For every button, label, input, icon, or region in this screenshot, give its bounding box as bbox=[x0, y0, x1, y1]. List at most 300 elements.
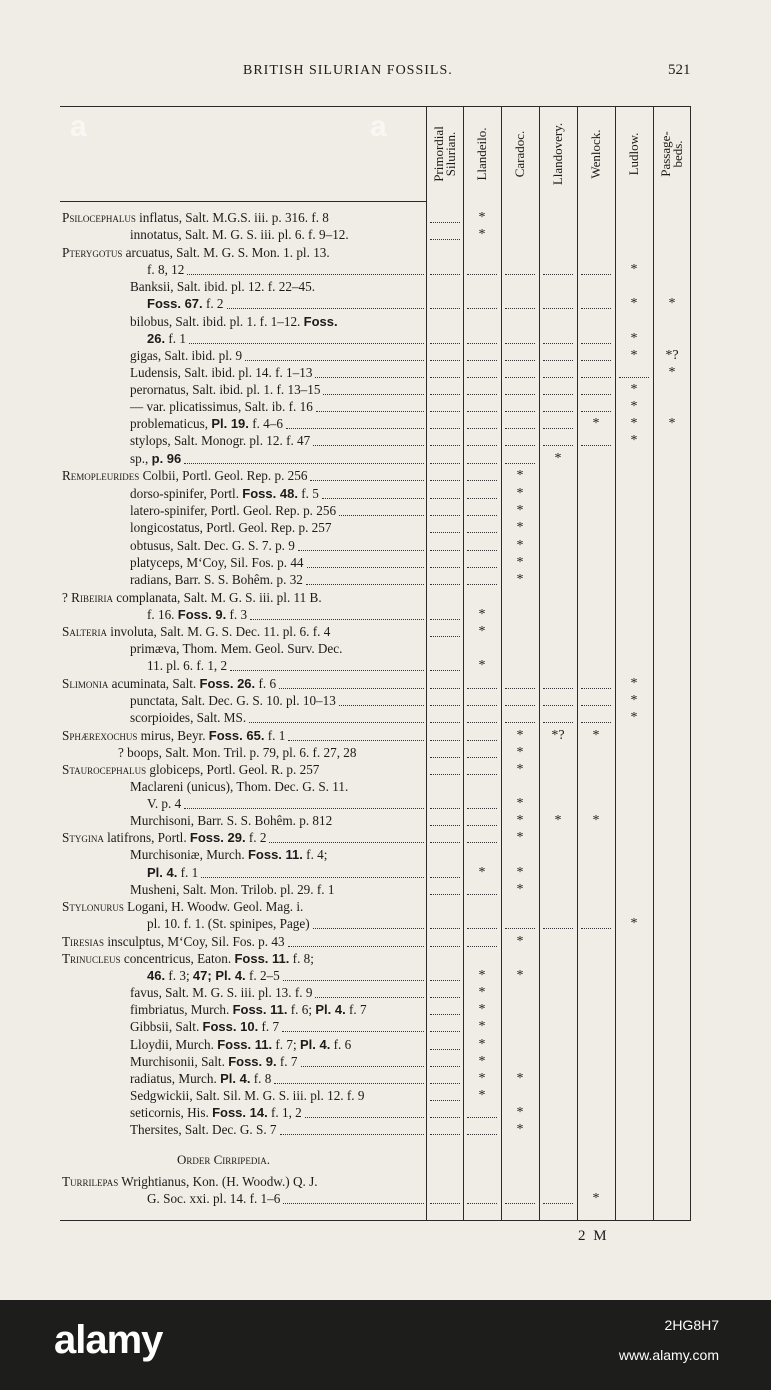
species-entry: primæva, Thom. Mem. Geol. Surv. Dec. bbox=[130, 641, 343, 656]
occurrence-mark: * bbox=[478, 1019, 486, 1034]
dotted-cell bbox=[427, 450, 463, 468]
dot-leader bbox=[430, 394, 460, 395]
running-head-title: BRITISH SILURIAN FOSSILS. bbox=[243, 63, 453, 78]
occurrence-mark: * bbox=[630, 262, 638, 277]
table-row bbox=[60, 554, 690, 572]
dot-leader bbox=[467, 825, 497, 826]
dotted-cell bbox=[427, 485, 463, 503]
table-row bbox=[60, 278, 690, 296]
species-entry: pl. 10. f. 1. (St. spinipes, Page) bbox=[147, 916, 310, 931]
table-row bbox=[60, 1173, 690, 1191]
dotted-cell bbox=[464, 933, 500, 951]
occurrence-cell bbox=[616, 398, 652, 416]
dot-leader bbox=[430, 550, 460, 551]
dotted-cell bbox=[427, 795, 463, 813]
dot-leader bbox=[430, 1083, 460, 1084]
dot-leader bbox=[430, 1066, 460, 1067]
species-entry: fimbriatus, Murch. Foss. 11. f. 6; Pl. 4. f. 7 bbox=[130, 1002, 367, 1017]
dot-leader bbox=[505, 343, 535, 344]
occurrence-cell bbox=[502, 1121, 538, 1139]
dot-leader bbox=[313, 445, 424, 446]
dot-leader bbox=[430, 222, 460, 223]
table-row bbox=[60, 467, 690, 485]
dot-leader bbox=[430, 1031, 460, 1032]
dot-leader bbox=[430, 825, 460, 826]
dotted-cell bbox=[540, 675, 576, 693]
occurrence-mark: * bbox=[516, 520, 524, 535]
table-row bbox=[60, 571, 690, 589]
dot-leader bbox=[430, 1117, 460, 1118]
dot-leader bbox=[543, 705, 573, 706]
dotted-cell bbox=[427, 967, 463, 985]
occurrence-cell bbox=[502, 537, 538, 555]
dot-leader bbox=[467, 394, 497, 395]
column-header bbox=[427, 108, 463, 200]
table-row bbox=[60, 640, 690, 658]
dotted-cell bbox=[427, 1001, 463, 1019]
dot-leader bbox=[430, 445, 460, 446]
table-row bbox=[60, 226, 690, 244]
table-row bbox=[60, 967, 690, 985]
species-entry: ? boops, Salt. Mon. Tril. p. 79, pl. 6. f. 27, 28 bbox=[118, 745, 357, 760]
dot-leader bbox=[430, 894, 460, 895]
dotted-cell bbox=[464, 1190, 500, 1208]
occurrence-mark: * bbox=[516, 503, 524, 518]
column-header-label: Caradoc. bbox=[512, 130, 527, 178]
dot-leader bbox=[467, 428, 497, 429]
table-row bbox=[60, 432, 690, 450]
occurrence-cell bbox=[502, 761, 538, 779]
dot-leader bbox=[430, 274, 460, 275]
dot-leader bbox=[581, 928, 611, 929]
column-header-label: Passage- beds. bbox=[658, 131, 685, 177]
occurrence-cell bbox=[502, 1070, 538, 1088]
dot-leader bbox=[298, 550, 424, 551]
occurrence-cell bbox=[464, 984, 500, 1002]
species-entry: V. p. 4 bbox=[147, 796, 182, 811]
table-row bbox=[60, 898, 690, 916]
dotted-cell bbox=[540, 261, 576, 279]
dot-leader bbox=[315, 997, 424, 998]
dot-leader bbox=[430, 774, 460, 775]
dotted-cell bbox=[464, 1104, 500, 1122]
table-row bbox=[60, 657, 690, 675]
occurrence-cell bbox=[502, 519, 538, 537]
dot-leader bbox=[280, 1134, 424, 1135]
dotted-cell bbox=[578, 432, 614, 450]
dotted-cell bbox=[464, 829, 500, 847]
occurrence-cell bbox=[502, 744, 538, 762]
dot-leader bbox=[269, 842, 424, 843]
table-row bbox=[60, 1070, 690, 1088]
occurrence-mark: * bbox=[516, 968, 524, 983]
dot-leader bbox=[430, 360, 460, 361]
dot-leader bbox=[430, 1014, 460, 1015]
occurrence-mark: * bbox=[630, 693, 638, 708]
column-header bbox=[464, 108, 500, 200]
dot-leader bbox=[505, 463, 535, 464]
occurrence-cell bbox=[502, 864, 538, 882]
dotted-cell bbox=[502, 381, 538, 399]
dotted-cell bbox=[427, 1104, 463, 1122]
table-row bbox=[60, 1053, 690, 1071]
occurrence-mark: * bbox=[516, 486, 524, 501]
occurrence-cell bbox=[502, 829, 538, 847]
dotted-cell bbox=[427, 761, 463, 779]
species-entry: radians, Barr. S. S. Bohêm. p. 32 bbox=[130, 572, 303, 587]
species-entry: 11. pl. 6. f. 1, 2 bbox=[147, 658, 228, 673]
dot-leader bbox=[505, 688, 535, 689]
dot-leader bbox=[288, 946, 424, 947]
dotted-cell bbox=[502, 415, 538, 433]
occurrence-cell bbox=[464, 864, 500, 882]
dotted-cell bbox=[427, 915, 463, 933]
dotted-cell bbox=[540, 692, 576, 710]
dotted-cell bbox=[464, 415, 500, 433]
occurrence-cell bbox=[464, 226, 500, 244]
dotted-cell bbox=[578, 347, 614, 365]
occurrence-mark: *? bbox=[551, 728, 565, 743]
dot-leader bbox=[430, 722, 460, 723]
dot-leader bbox=[467, 360, 497, 361]
dotted-cell bbox=[502, 364, 538, 382]
occurrence-mark: * bbox=[516, 1071, 524, 1086]
occurrence-mark: * bbox=[478, 985, 486, 1000]
occurrence-cell bbox=[502, 571, 538, 589]
dotted-cell bbox=[464, 571, 500, 589]
column-header-label: Ludlow. bbox=[626, 132, 641, 176]
dot-leader bbox=[430, 308, 460, 309]
dot-leader bbox=[505, 308, 535, 309]
dot-leader bbox=[581, 445, 611, 446]
dotted-cell bbox=[427, 709, 463, 727]
dot-leader bbox=[430, 1100, 460, 1101]
dotted-cell bbox=[578, 915, 614, 933]
dot-leader bbox=[505, 445, 535, 446]
dotted-cell bbox=[427, 330, 463, 348]
occurrence-mark: * bbox=[478, 1071, 486, 1086]
dot-leader bbox=[581, 377, 611, 378]
dotted-cell bbox=[540, 709, 576, 727]
occurrence-mark: * bbox=[592, 416, 600, 431]
species-entry: Banksii, Salt. ibid. pl. 12. f. 22–45. bbox=[130, 279, 315, 294]
dot-leader bbox=[505, 705, 535, 706]
dot-leader bbox=[430, 584, 460, 585]
species-entry: platyceps, M‘Coy, Sil. Fos. p. 44 bbox=[130, 555, 304, 570]
dotted-cell bbox=[540, 295, 576, 313]
dot-leader bbox=[430, 1049, 460, 1050]
table-row bbox=[60, 450, 690, 468]
dot-leader bbox=[505, 394, 535, 395]
occurrence-cell bbox=[502, 727, 538, 745]
occurrence-cell bbox=[502, 967, 538, 985]
dot-leader bbox=[543, 445, 573, 446]
dot-leader bbox=[250, 619, 424, 620]
occurrence-cell bbox=[578, 1190, 614, 1208]
species-entry: radiatus, Murch. Pl. 4. f. 8 bbox=[130, 1071, 272, 1086]
dotted-cell bbox=[427, 657, 463, 675]
dot-leader bbox=[467, 463, 497, 464]
dot-leader bbox=[430, 498, 460, 499]
dot-leader bbox=[581, 274, 611, 275]
occurrence-mark: * bbox=[516, 882, 524, 897]
species-entry: Murchisoniæ, Murch. Foss. 11. f. 4; bbox=[130, 847, 328, 862]
dot-leader bbox=[430, 705, 460, 706]
dotted-cell bbox=[427, 467, 463, 485]
occurrence-cell bbox=[502, 554, 538, 572]
dotted-cell bbox=[464, 537, 500, 555]
species-entry: dorso-spinifer, Portl. Foss. 48. f. 5 bbox=[130, 486, 319, 501]
table-row bbox=[60, 950, 690, 968]
dotted-cell bbox=[427, 398, 463, 416]
dot-leader bbox=[467, 705, 497, 706]
dotted-cell bbox=[427, 864, 463, 882]
dotted-cell bbox=[540, 330, 576, 348]
dot-leader bbox=[430, 877, 460, 878]
table-row bbox=[60, 244, 690, 262]
table-row bbox=[60, 519, 690, 537]
dotted-cell bbox=[464, 881, 500, 899]
column-header bbox=[616, 108, 652, 200]
occurrence-cell bbox=[616, 915, 652, 933]
species-entry: problematicus, Pl. 19. f. 4–6 bbox=[130, 416, 283, 431]
species-entry: Lloydii, Murch. Foss. 11. f. 7; Pl. 4. f. 6 bbox=[130, 1037, 352, 1052]
species-entry: Salteria involuta, Salt. M. G. S. Dec. 11. pl. 6. f. 4 bbox=[62, 624, 331, 639]
species-entry: Pterygotus arcuatus, Salt. M. G. S. Mon. 1. pl. 13. bbox=[62, 245, 330, 260]
dot-leader bbox=[313, 928, 424, 929]
table-row bbox=[60, 381, 690, 399]
table-row bbox=[60, 313, 690, 331]
species-entry: Musheni, Salt. Mon. Trilob. pl. 29. f. 1 bbox=[130, 882, 335, 897]
occurrence-mark: * bbox=[592, 813, 600, 828]
dotted-cell bbox=[464, 744, 500, 762]
dotted-cell bbox=[464, 261, 500, 279]
dotted-cell bbox=[578, 709, 614, 727]
dot-leader bbox=[274, 1083, 424, 1084]
species-entry: favus, Salt. M. G. S. iii. pl. 13. f. 9 bbox=[130, 985, 313, 1000]
dotted-cell bbox=[427, 209, 463, 227]
dot-leader bbox=[201, 877, 424, 878]
dot-leader bbox=[245, 360, 424, 361]
species-entry: stylops, Salt. Monogr. pl. 12. f. 47 bbox=[130, 433, 311, 448]
occurrence-mark: * bbox=[516, 796, 524, 811]
dotted-cell bbox=[427, 606, 463, 624]
occurrence-mark: * bbox=[516, 572, 524, 587]
dotted-cell bbox=[616, 364, 652, 382]
table-row bbox=[60, 485, 690, 503]
species-entry: Ludensis, Salt. ibid. pl. 14. f. 1–13 bbox=[130, 365, 313, 380]
dot-leader bbox=[430, 980, 460, 981]
table-row bbox=[60, 1121, 690, 1139]
table-row bbox=[60, 881, 690, 899]
dotted-cell bbox=[540, 415, 576, 433]
dotted-cell bbox=[427, 519, 463, 537]
dot-leader bbox=[505, 928, 535, 929]
table-row bbox=[60, 364, 690, 382]
dot-leader bbox=[543, 1203, 573, 1204]
dotted-cell bbox=[464, 364, 500, 382]
occurrence-cell bbox=[616, 295, 652, 313]
dot-leader bbox=[430, 463, 460, 464]
occurrence-cell bbox=[540, 812, 576, 830]
dotted-cell bbox=[427, 1053, 463, 1071]
species-entry: latero-spinifer, Portl. Geol. Rep. p. 256 bbox=[130, 503, 337, 518]
dot-leader bbox=[187, 274, 424, 275]
dot-leader bbox=[322, 498, 424, 499]
dot-leader bbox=[505, 274, 535, 275]
dot-leader bbox=[316, 411, 424, 412]
dot-leader bbox=[339, 705, 424, 706]
dotted-cell bbox=[578, 381, 614, 399]
dot-leader bbox=[430, 1203, 460, 1204]
species-entry: Stylonurus Logani, H. Woodw. Geol. Mag. i. bbox=[62, 899, 304, 914]
dot-leader bbox=[467, 842, 497, 843]
dot-leader bbox=[430, 808, 460, 809]
occurrence-mark: * bbox=[668, 296, 676, 311]
species-entry: longicostatus, Portl. Geol. Rep. p. 257 bbox=[130, 520, 332, 535]
occurrence-mark: * bbox=[478, 1002, 486, 1017]
dot-leader bbox=[581, 722, 611, 723]
occurrence-mark: * bbox=[516, 865, 524, 880]
dot-leader bbox=[430, 928, 460, 929]
dotted-cell bbox=[427, 1087, 463, 1105]
watermark-glyph: a bbox=[370, 110, 387, 143]
table-row bbox=[60, 778, 690, 796]
dot-leader bbox=[184, 463, 424, 464]
table-row bbox=[60, 398, 690, 416]
dot-leader bbox=[543, 274, 573, 275]
table-row bbox=[60, 261, 690, 279]
dotted-cell bbox=[502, 915, 538, 933]
dotted-cell bbox=[427, 1070, 463, 1088]
occurrence-mark: * bbox=[630, 348, 638, 363]
occurrence-mark: * bbox=[516, 934, 524, 949]
dot-leader bbox=[323, 394, 424, 395]
table-row bbox=[60, 209, 690, 227]
species-entry: Staurocephalus globiceps, Portl. Geol. R. p. 257 bbox=[62, 762, 320, 777]
dot-leader bbox=[307, 567, 424, 568]
species-entry: gigas, Salt. ibid. pl. 9 bbox=[130, 348, 243, 363]
table-row bbox=[60, 709, 690, 727]
dotted-cell bbox=[427, 692, 463, 710]
dot-leader bbox=[581, 308, 611, 309]
dot-leader bbox=[467, 946, 497, 947]
dotted-cell bbox=[464, 709, 500, 727]
footer-url: www.alamy.com bbox=[618, 1347, 719, 1363]
dot-leader bbox=[543, 928, 573, 929]
dotted-cell bbox=[502, 330, 538, 348]
dotted-cell bbox=[427, 502, 463, 520]
occurrence-mark: * bbox=[516, 745, 524, 760]
table-row bbox=[60, 812, 690, 830]
dot-leader bbox=[339, 515, 424, 516]
occurrence-mark: * bbox=[668, 365, 676, 380]
dot-leader bbox=[189, 343, 424, 344]
occurrence-cell bbox=[616, 381, 652, 399]
dotted-cell bbox=[502, 709, 538, 727]
dot-leader bbox=[301, 1066, 425, 1067]
occurrence-mark: * bbox=[516, 728, 524, 743]
species-entry: perornatus, Salt. ibid. pl. 1. f. 13–15 bbox=[130, 382, 321, 397]
occurrence-cell bbox=[502, 502, 538, 520]
table-row bbox=[60, 864, 690, 882]
dotted-cell bbox=[464, 347, 500, 365]
table-row bbox=[60, 933, 690, 951]
dot-leader bbox=[467, 343, 497, 344]
watermark-glyph: a bbox=[70, 110, 87, 143]
dot-leader bbox=[543, 343, 573, 344]
dotted-cell bbox=[464, 330, 500, 348]
occurrence-cell bbox=[616, 675, 652, 693]
dotted-cell bbox=[427, 415, 463, 433]
occurrence-mark: * bbox=[478, 624, 486, 639]
dotted-cell bbox=[427, 881, 463, 899]
dotted-cell bbox=[502, 1190, 538, 1208]
column-header-label: Llandeilo. bbox=[474, 127, 489, 181]
species-entry: innotatus, Salt. M. G. S. iii. pl. 6. f. 9–12. bbox=[130, 227, 349, 242]
dotted-cell bbox=[427, 727, 463, 745]
signature-mark: 2 M bbox=[578, 1228, 609, 1244]
species-entry: Gibbsii, Salt. Foss. 10. f. 7 bbox=[130, 1019, 280, 1034]
dotted-cell bbox=[540, 347, 576, 365]
dotted-cell bbox=[427, 554, 463, 572]
dot-leader bbox=[467, 1203, 497, 1204]
table-row bbox=[60, 727, 690, 745]
dot-leader bbox=[467, 688, 497, 689]
table-row bbox=[60, 1036, 690, 1054]
species-entry: Turrilepas Wrightianus, Kon. (H. Woodw.) Q. J. bbox=[62, 1174, 318, 1189]
species-entry: punctata, Salt. Dec. G. S. 10. pl. 10–13 bbox=[130, 693, 336, 708]
occurrence-cell bbox=[502, 795, 538, 813]
occurrence-cell bbox=[464, 1001, 500, 1019]
table-row bbox=[60, 623, 690, 641]
dotted-cell bbox=[578, 295, 614, 313]
dot-leader bbox=[430, 757, 460, 758]
dot-leader bbox=[467, 532, 497, 533]
dot-leader bbox=[430, 670, 460, 671]
species-entry: Foss. 67. f. 2 bbox=[147, 296, 224, 311]
dot-leader bbox=[430, 377, 460, 378]
image-code: 2HG8H7 bbox=[664, 1317, 719, 1333]
dotted-cell bbox=[464, 502, 500, 520]
dot-leader bbox=[430, 515, 460, 516]
dot-leader bbox=[467, 774, 497, 775]
occurrence-mark: * bbox=[630, 676, 638, 691]
table-row bbox=[60, 1001, 690, 1019]
dotted-cell bbox=[464, 727, 500, 745]
dot-leader bbox=[283, 980, 424, 981]
occurrence-mark: * bbox=[668, 416, 676, 431]
dot-leader bbox=[430, 946, 460, 947]
dotted-cell bbox=[464, 675, 500, 693]
dotted-cell bbox=[578, 398, 614, 416]
dotted-cell bbox=[464, 519, 500, 537]
table-row bbox=[60, 675, 690, 693]
occurrence-mark: * bbox=[516, 830, 524, 845]
occurrence-mark: * bbox=[516, 468, 524, 483]
dotted-cell bbox=[540, 398, 576, 416]
dotted-cell bbox=[427, 571, 463, 589]
occurrence-cell bbox=[464, 967, 500, 985]
occurrence-mark: * bbox=[516, 555, 524, 570]
dot-leader bbox=[467, 894, 497, 895]
dot-leader bbox=[467, 722, 497, 723]
table-row bbox=[60, 295, 690, 313]
occurrence-mark: * bbox=[478, 968, 486, 983]
dotted-cell bbox=[502, 675, 538, 693]
dotted-cell bbox=[464, 467, 500, 485]
dot-leader bbox=[184, 808, 424, 809]
